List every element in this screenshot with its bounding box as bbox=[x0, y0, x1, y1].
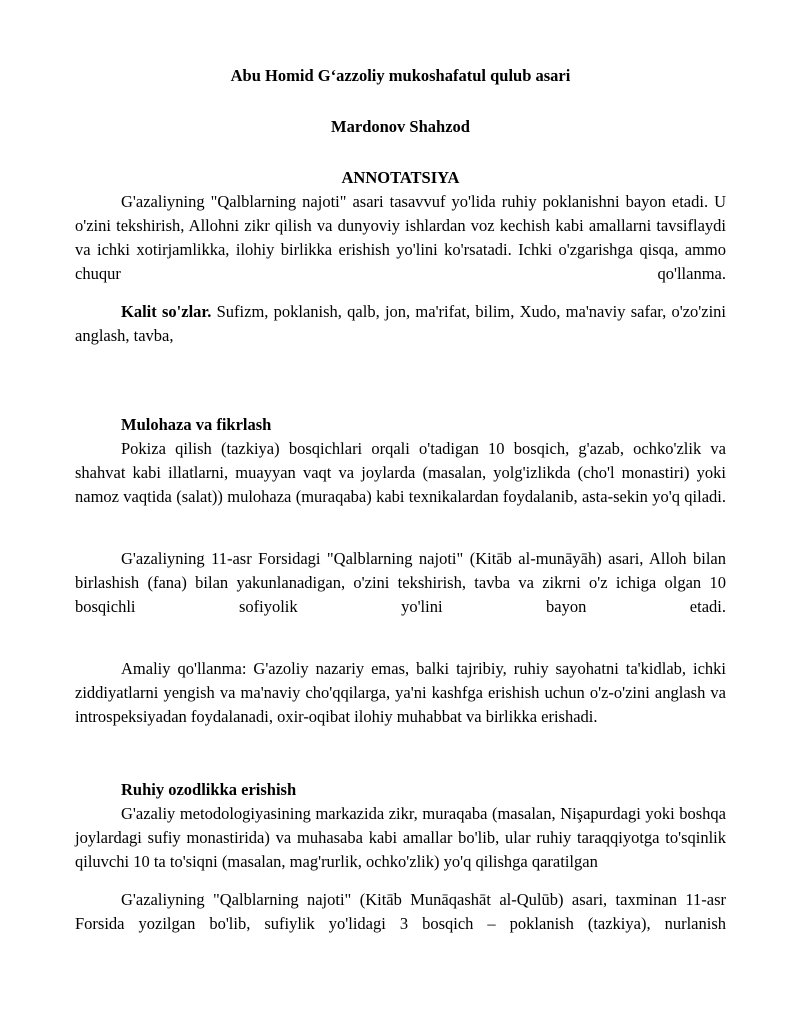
body-paragraph: Amaliy qo'llanma: G'azoliy nazariy emas, balki tajribiy, ruhiy sayohatni ta'kidlab, ichki ziddiyatlarni yengish va ma'naviy cho'qqilarga, ya'ni kashfga erishish uchun o'z-o'zini anglash va introspeksiyadan foydalanadi, oxir-oqibat ilohiy muhabbat va birlikka erishadi. bbox=[75, 659, 726, 726]
section-heading-reflection: Mulohaza va fikrlash bbox=[121, 415, 272, 434]
body-paragraph: G'azaliy metodologiyasining markazida zikr, muraqaba (masalan, Nişapurdagi yoki boshqa joylardagi sufiy monastirida) va muhasaba kabi amallar bo'lib, ular ruhiy taraqqiyotga to'sqinlik qiluvchi 10 ta to'siqni (masalan, mag'rurlik, ochko'zlik) yo'q qilishga qaratilgan bbox=[75, 804, 726, 871]
document-title: Abu Homid G‘azzoliy mukoshafatul qulub asari bbox=[230, 66, 571, 85]
keywords-label: Kalit so'zlar. bbox=[121, 302, 212, 321]
annotation-paragraph: G'azaliyning "Qalblarning najoti" asari tasavvuf yo'lida ruhiy poklanishni bayon etadi. U o'zini tekshirish, Allohni zikr qilish va dunyoviy ishlardan voz kechish kabi amallarni tavsiflaydi va ichki xotirjamlikka, ilohiy birlikka erishish yo'lini ko'rsatadi. Ichki o'zgarishga qisqa, ammo chuqur qo'llanma. bbox=[75, 192, 726, 283]
body-paragraph: Pokiza qilish (tazkiya) bosqichlari orqali o'tadigan 10 bosqich, g'azab, ochko'zlik va shahvat kabi illatlarni, muayyan vaqt va joylarda (masalan, yolg'izlikda (cho'l monastiri) yoki namoz vaqtida (salat)) mulohaza (muraqaba) kabi texnikalardan foydalanib, asta-sekin yo'q qiladi. bbox=[75, 439, 726, 506]
body-paragraph: G'azaliyning 11-asr Forsidagi "Qalblarning najoti" (Kitāb al-munāyāh) asari, Alloh bilan birlashish (fana) bilan yakunlanadigan, o'zini tekshirish, tavba va zikrni o'z ichiga olgan 10 bosqichli sofiyolik yo'lini bayon etadi. bbox=[75, 549, 726, 616]
keywords-list: Sufizm, poklanish, qalb, jon, ma'rifat, bilim, Xudo, ma'naviy safar, o'zo'zini anglash, tavba, bbox=[75, 302, 726, 345]
section-heading-liberation: Ruhiy ozodlikka erishish bbox=[121, 780, 297, 799]
keywords-paragraph bbox=[75, 300, 726, 348]
body-paragraph: G'azaliyning "Qalblarning najoti" (Kitāb Munāqashāt al-Qulūb) asari, taxminan 11-asr Forsida yozilgan bo'lib, sufiylik yo'lidagi 3 bosqich – poklanish (tazkiya), nurlanish bbox=[75, 890, 726, 933]
document-page bbox=[75, 64, 726, 936]
author-name: Mardonov Shahzod bbox=[331, 117, 470, 136]
annotation-heading: ANNOTATSIYA bbox=[341, 168, 460, 187]
